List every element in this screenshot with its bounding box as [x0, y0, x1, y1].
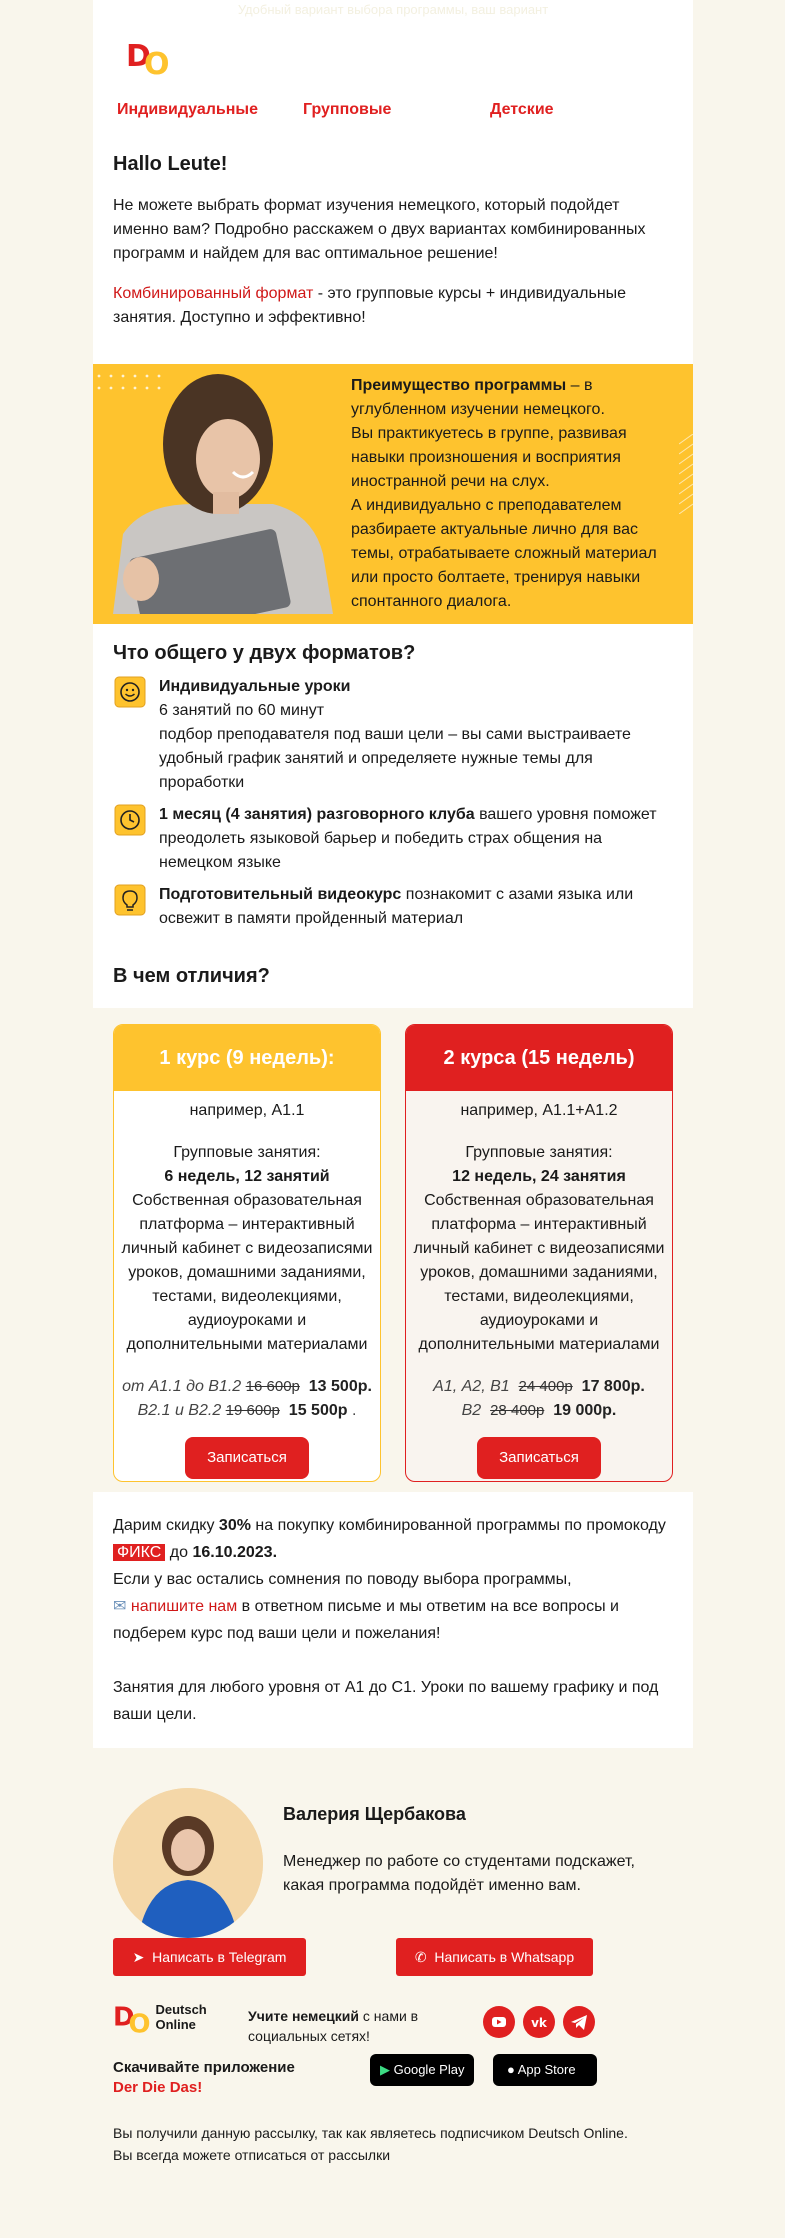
- promo-banner: [93, 364, 693, 624]
- logo-icon[interactable]: [126, 36, 170, 76]
- plan-card-2: [405, 1024, 673, 1482]
- plan-1-price1-old: 16 600р: [245, 1378, 300, 1395]
- app-name: Der Die Das!: [113, 2079, 203, 2096]
- feature-club-text: [159, 803, 673, 875]
- plan-1-prices: [118, 1375, 376, 1423]
- plan-2-example: например, А1.1+А1.2: [460, 1102, 618, 1119]
- plan-1-title: 1 курс (9 недель):: [114, 1025, 380, 1091]
- email-container: [93, 0, 693, 2238]
- social-text: [248, 2006, 448, 2046]
- plan-2-price1-new: 17 800р.: [581, 1378, 645, 1395]
- feature-club-rest: вашего уровня поможет преодолеть языковой барьер и победить страх общения на немецком языке: [159, 806, 657, 871]
- footer-logo-icon: [113, 1998, 151, 2036]
- preheader-text: Удобный вариант выбора программы, ваш вариант: [237, 2, 549, 17]
- svg-text:D: D: [113, 2002, 135, 2033]
- svg-text:D: D: [126, 39, 151, 74]
- app-download-text: [113, 2058, 295, 2098]
- promo-t3: А индивидуально с преподавателем разбираете актуальные лично для вас темы, отрабатываете сложный материал или просто болтаете, тренируя навыки спонтанного диалога.: [351, 497, 657, 610]
- feature-individual-l1: 6 занятий по 60 минут: [159, 702, 325, 719]
- youtube-icon[interactable]: [483, 2006, 515, 2038]
- plan-2-group-bold: 12 недель, 24 занятия: [452, 1168, 626, 1185]
- discount-b: на покупку комбинированной программы по промокоду: [250, 1517, 666, 1534]
- levels-paragraph: Занятия для любого уровня от А1 до С1. Уроки по вашему графику и под ваши цели.: [113, 1679, 659, 1723]
- plan-2-title: 2 курса (15 недель): [406, 1025, 672, 1091]
- social-rest: с нами в социальных сетях!: [248, 2008, 419, 2044]
- footer-brand-l2: Online: [155, 2017, 196, 2032]
- plan-1-price1-label: от А1.1 до В1.2: [122, 1378, 242, 1395]
- telegram-icon: ➤: [132, 1949, 145, 1965]
- vk-icon[interactable]: [523, 2006, 555, 2038]
- write-us-rest: в ответном письме и мы ответим на все вопросы и подберем курс под ваши цели и пожелания!: [113, 1598, 619, 1642]
- feature-club: [113, 803, 673, 875]
- plan-1-price1-new: 13 500р.: [308, 1378, 372, 1395]
- feature-individual-l2: подбор преподавателя под ваши цели – вы сами выстраиваете удобный график занятий и определяете нужные темы для проработки: [159, 726, 631, 791]
- google-play-button[interactable]: [370, 2054, 474, 2086]
- plan-1-signup-button[interactable]: Записаться: [185, 1437, 309, 1479]
- feature-individual-text: [159, 675, 673, 795]
- svg-text:vk: vk: [531, 2016, 547, 2030]
- manager-section: [93, 1748, 693, 1998]
- unsubscribe-link[interactable]: отписаться от рассылки: [234, 2147, 391, 2163]
- nav-kids[interactable]: Детские: [490, 101, 554, 118]
- discount-c: до: [165, 1544, 193, 1561]
- plan-2-price2-new: 19 000р.: [553, 1402, 617, 1419]
- promo-t2: Вы практикуетесь в группе, развивая навыки произношения и восприятия иностранной речи на слух.: [351, 425, 627, 490]
- unsubscribe-text: [113, 2122, 628, 2166]
- combined-format-text: - это групповые курсы + индивидуальные занятия. Доступно и эффективно!: [113, 285, 627, 326]
- discount-date: 16.10.2023.: [192, 1544, 278, 1561]
- svg-text:O: O: [128, 2009, 151, 2036]
- plan-2-price2-label: В2: [461, 1402, 482, 1419]
- svg-text:O: O: [144, 47, 170, 76]
- clock-icon: [113, 803, 147, 837]
- manager-desc: Менеджер по работе со студентами подскажет, какая программа подойдёт именно вам.: [283, 1853, 635, 1894]
- intro-paragraph: Не можете выбрать формат изучения немецкого, который подойдет именно вам? Подробно расскажем о двух вариантах комбинированных программ и найдем для вас оптимальное решение!: [113, 197, 646, 262]
- footer-brand-l1: Deutsch: [155, 2002, 207, 2017]
- unsub-l2: Вы всегда можете: [113, 2147, 235, 2163]
- plans-row: [93, 1008, 693, 1492]
- social-bold: Учите немецкий: [248, 2008, 360, 2024]
- feature-video-text: [159, 883, 673, 931]
- plan-1-group-bold: 6 недель, 12 занятий: [164, 1168, 330, 1185]
- feature-video-title: Подготовительный видеокурс: [159, 886, 402, 903]
- doubts-paragraph: Если у вас остались сомнения по поводу выбора программы,: [113, 1571, 572, 1588]
- whatsapp-icon: ✆: [414, 1949, 427, 1965]
- feature-video: [113, 883, 673, 931]
- telegram-label: Написать в Telegram: [152, 1949, 287, 1965]
- smile-icon: [113, 675, 147, 709]
- telegram-button[interactable]: [113, 1938, 306, 1976]
- plan-2-price1-label: А1, А2, В1: [433, 1378, 510, 1395]
- envelope-icon: ✉: [113, 1598, 127, 1615]
- plan-1-desc: Собственная образовательная платформа – интерактивный личный кабинет с видеозаписями уроков, домашними заданиями, тестами, видеолекциями, аудиоуроками и дополнительными материалами: [121, 1192, 373, 1353]
- greeting-heading: Hallo Leute!: [113, 153, 228, 175]
- plan-2-price2-old: 28 400р: [490, 1402, 545, 1419]
- feature-individual-title: Индивидуальные уроки: [159, 678, 351, 695]
- manager-avatar: [113, 1788, 263, 1938]
- whatsapp-label: Написать в Whatsapp: [434, 1949, 575, 1965]
- nav-individual[interactable]: Индивидуальные: [117, 101, 258, 118]
- promo-code-badge: ФИКС: [113, 1544, 165, 1561]
- plan-1-price2-old: 19 600р: [225, 1402, 280, 1419]
- plan-2-group-label: Групповые занятия:: [465, 1144, 613, 1161]
- telegram-social-icon[interactable]: [563, 2006, 595, 2038]
- diff-title: В чем отличия?: [113, 965, 270, 987]
- google-play-label: Google Play: [393, 2062, 465, 2077]
- plan-1-example: например, А1.1: [189, 1102, 305, 1119]
- plan-2-signup-button[interactable]: Записаться: [477, 1437, 601, 1479]
- lightbulb-icon: [113, 883, 147, 917]
- bottom-text-section: [93, 1492, 693, 1748]
- header: [93, 0, 693, 150]
- whatsapp-button[interactable]: [396, 1938, 593, 1976]
- plan-1-price2-label: В2.1 и В2.2: [137, 1402, 222, 1419]
- stripes-decoration: [679, 434, 693, 514]
- plan-1-price2-tail: .: [347, 1402, 357, 1419]
- google-play-icon: ▶: [380, 2062, 390, 2077]
- plan-1-group-label: Групповые занятия:: [173, 1144, 321, 1161]
- plan-1-price2-new: 15 500р: [288, 1402, 348, 1419]
- feature-individual: [113, 675, 673, 795]
- app-l1: Скачивайте приложение: [113, 2059, 295, 2076]
- promo-text: [351, 374, 681, 614]
- top-nav: [93, 90, 693, 128]
- app-store-button[interactable]: [493, 2054, 597, 2086]
- discount-a: Дарим скидку: [113, 1517, 219, 1534]
- feature-club-title: 1 месяц (4 занятия) разговорного клуба: [159, 806, 475, 823]
- discount-paragraph: [113, 1512, 673, 1566]
- plan-2-prices: [410, 1375, 668, 1423]
- manager-name: Валерия Щербакова: [283, 1804, 466, 1824]
- plan-card-1: [113, 1024, 381, 1482]
- woman-with-tablet-photo: [93, 364, 333, 614]
- footer: [93, 1998, 693, 2238]
- unsub-l1: Вы получили данную рассылку, так как являетесь подписчиком Deutsch Online.: [113, 2125, 628, 2141]
- promo-bold: Преимущество программы: [351, 377, 567, 394]
- feature-video-rest: познакомит с азами языка или освежит в памяти пройденный материал: [159, 886, 634, 927]
- discount-percent: 30%: [218, 1517, 251, 1534]
- write-us-link[interactable]: напишите нам: [130, 1598, 238, 1615]
- common-section: [93, 624, 693, 949]
- plan-2-price1-old: 24 400р: [518, 1378, 573, 1395]
- plan-2-desc: Собственная образовательная платформа – интерактивный личный кабинет с видеозаписями уроков, домашними заданиями, тестами, видеолекциями, аудиоуроками и дополнительными материалами: [413, 1192, 665, 1353]
- write-us-paragraph: [113, 1593, 673, 1647]
- combined-format-link[interactable]: Комбинированный формат: [113, 285, 314, 302]
- footer-logo[interactable]: [113, 1998, 207, 2036]
- intro-section: [93, 150, 693, 364]
- promo-t1: – в углубленном изучении немецкого.: [351, 377, 605, 418]
- combined-format-paragraph: [113, 282, 673, 330]
- apple-icon: ●: [507, 2062, 515, 2077]
- app-store-label: App Store: [517, 2062, 576, 2077]
- diff-section: [93, 949, 693, 1008]
- nav-group[interactable]: Групповые: [303, 101, 392, 118]
- common-title: Что общего у двух форматов?: [113, 642, 416, 664]
